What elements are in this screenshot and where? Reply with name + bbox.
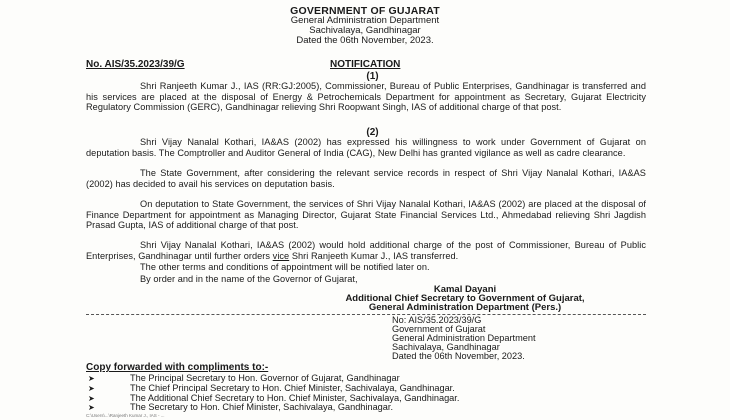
section-2-para-2: The State Government, after considering the relevant service records in respect of Shri Vijay Nanalal Kothari, IA&AS (2002) has decided to avail his services on deputation basis. xyxy=(86,168,646,189)
para-4-end: Shri Ranjeeth Kumar J., IAS transferred. xyxy=(291,250,459,261)
signatory-designation-1: Additional Chief Secretary to Government of Gujarat, xyxy=(345,293,585,304)
address-place: Sachivalaya, Gandhinagar xyxy=(392,342,500,352)
signatory-name: Kamal Dayani xyxy=(433,284,497,295)
arrow-bullet-icon: ➤ xyxy=(88,403,95,413)
recipient-text: The Principal Secretary to Hon. Governor of Gujarat, Gandhinagar xyxy=(130,373,400,383)
section-1-text: Shri Ranjeeth Kumar J., IAS (RR:GJ:2005), Commissioner, Bureau of Public Enterprises, Gandhinagar is transferred and his services are placed at the disposal of Energy & Petrochemicals Department for appointment as Secretary, Gujarat Electricity Regulatory Commission (GERC), Gandhinagar relieving Shri Roopwant Singh, IAS of additional charge of that post. xyxy=(86,81,646,113)
file-path-footer: C:\Users\...\Ranjeeth Kumar J., IAS - ... xyxy=(86,413,165,418)
para-4-main: Shri Vijay Nanalal Kothari, IA&AS (2002) would hold additional charge of the post of Commissioner, Bureau of Public Enterprises, Gandhinagar until further orders xyxy=(86,240,646,261)
copy-recipient-list xyxy=(86,374,459,413)
header-location: Sachivalaya, Gandhinagar xyxy=(309,25,421,36)
section-2-para-4 xyxy=(86,240,646,261)
reference-number: No. AIS/35.2023/39/G xyxy=(86,59,185,70)
arrow-bullet-icon: ➤ xyxy=(88,374,95,383)
copy-forwarded-heading: Copy forwarded with compliments to:- xyxy=(86,362,269,373)
section-2-para-3: On deputation to State Government, the services of Shri Vijay Nanalal Kothari, IA&AS (2002) are placed at the disposal of Finance Department for appointment as Managing Director, Gujarat State Financial Services Ltd., Ahmedabad relieving Shri Jagdish Prasad Gupta, IAS of additional charge of that post. xyxy=(86,199,646,231)
list-item xyxy=(86,403,459,413)
arrow-bullet-icon: ➤ xyxy=(88,383,95,393)
address-govt: Government of Gujarat xyxy=(392,324,486,334)
header-department: General Administration Department xyxy=(290,15,440,26)
closing-terms: The other terms and conditions of appointment will be notified later on. xyxy=(140,262,430,272)
header-date: Dated the 06th November, 2023. xyxy=(296,35,434,46)
section-2-number: (2) xyxy=(366,127,379,138)
para-4-vice: vice xyxy=(272,250,290,261)
closing-order: By order and in the name of the Governor of Gujarat, xyxy=(140,274,358,284)
notification-title: NOTIFICATION xyxy=(330,59,401,70)
address-ref-no: No: AIS/35.2023/39/G xyxy=(392,315,482,325)
address-dept: General Administration Department xyxy=(392,333,536,343)
recipient-text: The Secretary to Hon. Chief Minister, Sachivalaya, Gandhinagar. xyxy=(130,402,393,413)
signatory-designation-2: General Administration Department (Pers.) xyxy=(368,302,562,313)
separator-line xyxy=(86,314,646,315)
section-2-para-1: Shri Vijay Nanalal Kothari, IA&AS (2002) has expressed his willingness to work under Government of Gujarat on deputation basis. The Comptroller and Auditor General of India (CAG), New Delhi has granted vigilance as well as cadre clearance. xyxy=(86,137,646,158)
arrow-bullet-icon: ➤ xyxy=(88,393,95,403)
recipient-text: The Additional Chief Secretary to Hon. Chief Minister, Sachivalaya, Gandhinagar. xyxy=(130,392,460,403)
address-date: Dated the 06th November, 2023. xyxy=(392,351,525,361)
header-government: GOVERNMENT OF GUJARAT xyxy=(290,5,440,17)
recipient-text: The Chief Principal Secretary to Hon. Chief Minister, Sachivalaya, Gandhinagar. xyxy=(130,382,455,393)
section-1-number: (1) xyxy=(366,71,379,82)
